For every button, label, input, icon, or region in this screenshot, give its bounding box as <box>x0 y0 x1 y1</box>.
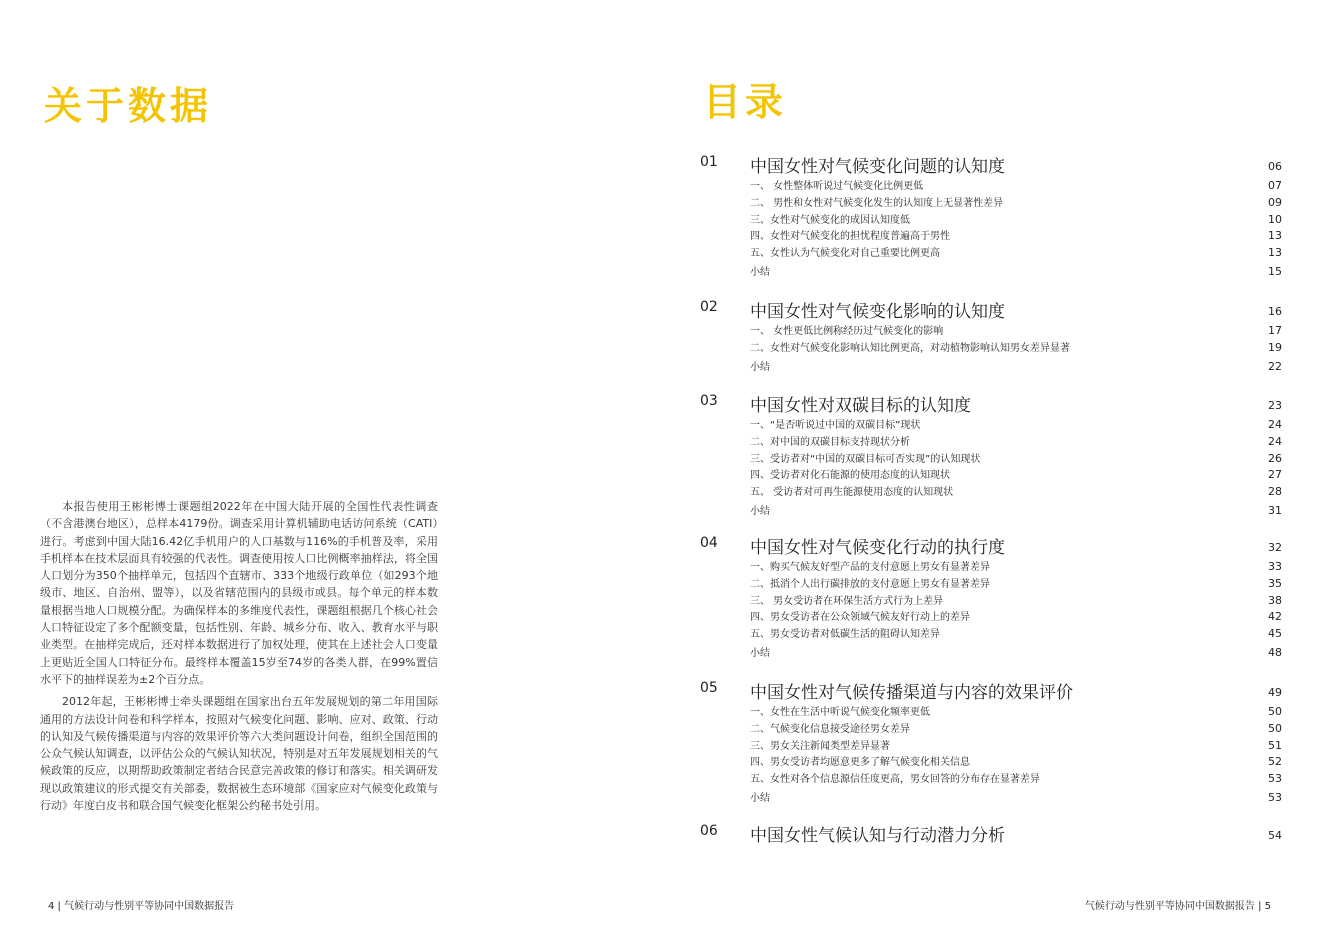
subsection-page-number: 50 <box>1268 705 1282 718</box>
toc-section-03 <box>700 391 1285 519</box>
subsection-title: 三、 男女受访者在环保生活方式行为上差异 <box>750 595 944 607</box>
toc-summary-link[interactable] <box>700 788 1285 806</box>
subsection-page-number: 42 <box>1268 610 1282 624</box>
chapter-page-number: 32 <box>1268 541 1282 554</box>
subsection-title: 一、女性在生活中听说气候变化频率更低 <box>750 707 930 718</box>
subsection-title: 二、抵消个人出行碳排放的支付意愿上男女有显著差异 <box>750 578 990 590</box>
summary-page-number: 15 <box>1268 264 1282 278</box>
subsection-title: 二、气候变化信息接受途径男女差异 <box>750 723 910 735</box>
chapter-page-number: 49 <box>1268 686 1282 699</box>
toc-section-04 <box>700 533 1285 661</box>
subsection-page-number: 50 <box>1268 721 1282 735</box>
subsection-title: 三、受访者对“中国的双碳目标可否实现”的认知现状 <box>750 453 981 465</box>
toc-subsection-link[interactable] <box>700 769 1285 786</box>
about-data-heading: 关于数据 <box>44 84 213 128</box>
toc-subsection-link[interactable] <box>700 752 1285 769</box>
chapter-title: 中国女性对气候变化问题的认知度 <box>750 157 1005 177</box>
summary-title: 小结 <box>750 361 770 373</box>
subsection-page-number: 24 <box>1268 434 1282 448</box>
toc-chapter-link[interactable] <box>700 152 1285 176</box>
subsection-page-number: 09 <box>1268 195 1282 209</box>
chapter-page-number: 54 <box>1268 829 1282 842</box>
subsection-title: 三、男女关注新闻类型差异显著 <box>750 740 890 752</box>
summary-title: 小结 <box>750 505 770 517</box>
chapter-title: 中国女性对双碳目标的认知度 <box>750 396 971 416</box>
subsection-title: 一、 女性整体听说过气候变化比例更低 <box>750 181 924 192</box>
summary-title: 小结 <box>750 792 770 804</box>
about-data-body <box>40 498 438 819</box>
subsection-title: 四、女性对气候变化的担忧程度普遍高于男性 <box>750 231 950 243</box>
subsection-page-number: 07 <box>1268 179 1282 192</box>
chapter-number: 02 <box>700 299 718 315</box>
toc-subsection-link[interactable] <box>700 226 1285 243</box>
summary-title: 小结 <box>750 647 770 659</box>
subsection-title: 五、男女受访者对低碳生活的阻碍认知差异 <box>750 629 940 641</box>
subsection-title: 一、购买气候友好型产品的支付意愿上男女有显著差异 <box>750 562 990 573</box>
toc-summary-link[interactable] <box>700 262 1285 280</box>
subsection-page-number: 24 <box>1268 418 1282 431</box>
chapter-page-number: 06 <box>1268 160 1282 173</box>
toc-subsection-link[interactable] <box>700 736 1285 753</box>
toc-subsection-link[interactable] <box>700 557 1285 574</box>
subsection-page-number: 17 <box>1268 324 1282 337</box>
subsection-page-number: 10 <box>1268 212 1282 226</box>
toc-chapter-link[interactable] <box>700 821 1285 845</box>
subsection-page-number: 13 <box>1268 229 1282 243</box>
chapter-number: 05 <box>700 680 718 696</box>
about-paragraph: 2012年起，王彬彬博士牵头课题组在国家出台五年发展规划的第二年用国际通用的方法设计问卷和科学样本，按照对气候变化问题、影响、应对、政策、行动的认知及气候传播渠道与内容的效果评价等六大类问题设计问卷，组织全国范围的公众气候认知调查，以评估公众的气候认知状况，特别是对五年发展规划相关的气候政策的反应，以期帮助政策制定者结合民意完善政策的修订和落实。相关调研发现以政策建议的形式提交有关部委，数据被生态环境部《国家应对气候变化政策与行动》年度白皮书和联合国气候变化框架公约秘书处引用。 <box>40 695 438 813</box>
subsection-page-number: 51 <box>1268 738 1282 752</box>
subsection-title: 一、“是否听说过中国的双碳目标”现状 <box>750 420 921 431</box>
subsection-title: 五、 受访者对可再生能源使用态度的认知现状 <box>750 487 954 499</box>
summary-page-number: 22 <box>1268 359 1282 373</box>
chapter-page-number: 16 <box>1268 305 1282 318</box>
subsection-title: 二、对中国的双碳目标支持现状分析 <box>750 436 910 448</box>
toc-subsection-link[interactable] <box>700 432 1285 449</box>
toc-chapter-link[interactable] <box>700 533 1285 557</box>
toc-subsection-link[interactable] <box>700 574 1285 591</box>
chapter-title: 中国女性对气候变化行动的执行度 <box>750 538 1005 558</box>
toc-chapter-link[interactable] <box>700 391 1285 415</box>
toc-section-06 <box>700 821 1285 845</box>
toc-subsection-link[interactable] <box>700 482 1285 499</box>
subsection-title: 四、受访者对化石能源的使用态度的认知现状 <box>750 470 950 482</box>
chapter-title: 中国女性对气候变化影响的认知度 <box>750 302 1005 322</box>
toc-section-02 <box>700 297 1285 375</box>
subsection-page-number: 13 <box>1268 246 1282 260</box>
summary-page-number: 48 <box>1268 645 1282 659</box>
summary-page-number: 31 <box>1268 503 1282 517</box>
subsection-page-number: 33 <box>1268 560 1282 573</box>
toc-subsection-link[interactable] <box>700 719 1285 736</box>
subsection-page-number: 19 <box>1268 340 1282 354</box>
toc-subsection-link[interactable] <box>700 702 1285 719</box>
summary-title: 小结 <box>750 266 770 278</box>
toc-subsection-link[interactable] <box>700 465 1285 482</box>
toc-summary-link[interactable] <box>700 643 1285 661</box>
toc-subsection-link[interactable] <box>700 210 1285 227</box>
subsection-title: 五、女性认为气候变化对自己重要比例更高 <box>750 248 940 260</box>
toc-subsection-link[interactable] <box>700 243 1285 260</box>
subsection-page-number: 35 <box>1268 576 1282 590</box>
toc-heading: 目录 <box>703 80 788 124</box>
about-paragraph: 本报告使用王彬彬博士课题组2022年在中国大陆开展的全国性代表性调查（不含港澳台地区），总样本4179份。调查采用计算机辅助电话访问系统（CATI）进行。考虑到中国大陆16.42亿手机用户的人口基数与116%的手机普及率，采用手机样本在技术层面具有较强的代表性。调查使用按人口比例概率抽样法，将全国人口划分为350个抽样单元，包括四个直辖市、333个地级行政单位（如293个地级市、地区、自治州、盟等），以及省辖范围内的县级市或县。每个单元的样本数量根据当地人口规模分配。为确保样本的多维度代表性，课题组根据几个核心社会人口特征设定了多个配额变量，包括性别、年龄、城乡分布、收入、教育水平与职业类型。在抽样完成后，还对样本数据进行了加权处理，使其在上述社会人口变量上更贴近全国人口特征分布。最终样本覆盖15岁至74岁的各类人群，在99%置信水平下的抽样误差为±2个百分点。 <box>40 500 438 686</box>
chapter-number: 06 <box>700 823 718 839</box>
right-footer: 气候行动与性别平等协同中国数据报告 | 5 <box>1084 901 1271 912</box>
subsection-title: 三、女性对气候变化的成因认知度低 <box>750 214 910 226</box>
subsection-title: 五、女性对各个信息源信任度更高，男女回答的分布存在显著差异 <box>750 774 1040 786</box>
toc-subsection-link[interactable] <box>700 607 1285 624</box>
toc-subsection-link[interactable] <box>700 624 1285 641</box>
subsection-page-number: 28 <box>1268 485 1282 499</box>
subsection-page-number: 38 <box>1268 593 1282 607</box>
left-footer: 4 | 气候行动与性别平等协同中国数据报告 <box>48 901 235 912</box>
subsection-page-number: 53 <box>1268 772 1282 786</box>
chapter-page-number: 23 <box>1268 399 1282 412</box>
toc-section-05 <box>700 678 1285 806</box>
toc-subsection-link[interactable] <box>700 321 1285 338</box>
subsection-page-number: 27 <box>1268 468 1282 482</box>
subsection-page-number: 52 <box>1268 755 1282 769</box>
chapter-title: 中国女性对气候传播渠道与内容的效果评价 <box>750 683 1073 703</box>
subsection-title: 四、男女受访者在公众领域气候友好行动上的差异 <box>750 612 970 624</box>
toc-summary-link[interactable] <box>700 357 1285 375</box>
toc-subsection-link[interactable] <box>700 338 1285 355</box>
toc-subsection-link[interactable] <box>700 415 1285 432</box>
chapter-title: 中国女性气候认知与行动潜力分析 <box>750 826 1005 846</box>
subsection-title: 四、男女受访者均愿意更多了解气候变化相关信息 <box>750 757 970 769</box>
toc-subsection-link[interactable] <box>700 449 1285 466</box>
chapter-number: 03 <box>700 393 718 409</box>
subsection-title: 二、 男性和女性对气候变化发生的认知度上无显著性差异 <box>750 197 1004 209</box>
toc-subsection-link[interactable] <box>700 591 1285 608</box>
chapter-number: 04 <box>700 535 718 551</box>
toc-subsection-link[interactable] <box>700 176 1285 193</box>
toc-chapter-link[interactable] <box>700 678 1285 702</box>
summary-page-number: 53 <box>1268 790 1282 804</box>
toc-chapter-link[interactable] <box>700 297 1285 321</box>
toc-subsection-link[interactable] <box>700 193 1285 210</box>
toc-summary-link[interactable] <box>700 501 1285 519</box>
subsection-title: 二、女性对气候变化影响认知比例更高，对动植物影响认知男女差异显著 <box>750 342 1070 354</box>
subsection-page-number: 26 <box>1268 451 1282 465</box>
toc-section-01 <box>700 152 1285 280</box>
subsection-page-number: 45 <box>1268 627 1282 641</box>
chapter-number: 01 <box>700 154 718 170</box>
subsection-title: 一、 女性更低比例称经历过气候变化的影响 <box>750 326 944 337</box>
